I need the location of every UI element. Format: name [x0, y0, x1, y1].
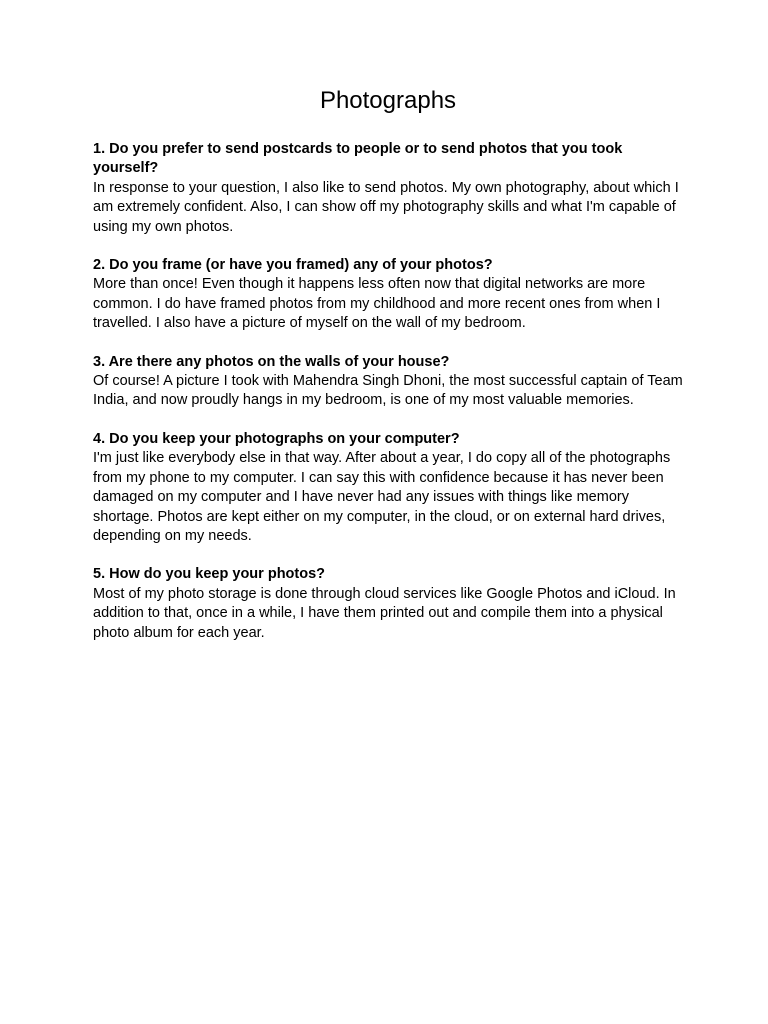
- answer-4: I'm just like everybody else in that way. After about a year, I do copy all of the photographs from my phone to my computer. I can say this with confidence because it has never been damaged on my computer and I have never had any issues with things like memory shortage. Photos are kept either on my computer, in the cloud, or on external hard drives, depending on my needs.: [93, 450, 671, 544]
- answer-1: In response to your question, I also like to send photos. My own photography, about which I am extremely confident. Also, I can show off my photography skills and what I'm capable of using my own photos.: [93, 179, 679, 235]
- question-2: 2. Do you frame (or have you framed) any of your photos?: [93, 257, 493, 274]
- question-1: 1. Do you prefer to send postcards to people or to send photos that you took yourself?: [93, 141, 623, 177]
- answer-3: Of course! A picture I took with Mahendra Singh Dhoni, the most successful captain of Team India, and now proudly hangs in my bedroom, is one of my most valuable memories.: [93, 373, 683, 409]
- qa-item-1: [93, 140, 683, 237]
- question-4: 4. Do you keep your photographs on your computer?: [93, 430, 460, 447]
- question-3: 3. Are there any photos on the walls of your house?: [93, 353, 450, 370]
- question-5: 5. How do you keep your photos?: [93, 566, 326, 583]
- qa-item-5: [93, 565, 683, 643]
- document-title: Photographs: [319, 87, 457, 114]
- qa-item-3: [93, 353, 683, 411]
- answer-2: More than once! Even though it happens less often now that digital networks are more common. I do have framed photos from my childhood and more recent ones from when I travelled. I also have a picture of myself on the wall of my bedroom.: [93, 276, 661, 332]
- qa-item-4: [93, 430, 683, 546]
- document-page: [93, 84, 683, 662]
- qa-item-2: [93, 256, 683, 334]
- answer-5: Most of my photo storage is done through cloud services like Google Photos and iCloud. In addition to that, once in a while, I have them printed out and compile them into a physical photo album for each year.: [93, 585, 676, 641]
